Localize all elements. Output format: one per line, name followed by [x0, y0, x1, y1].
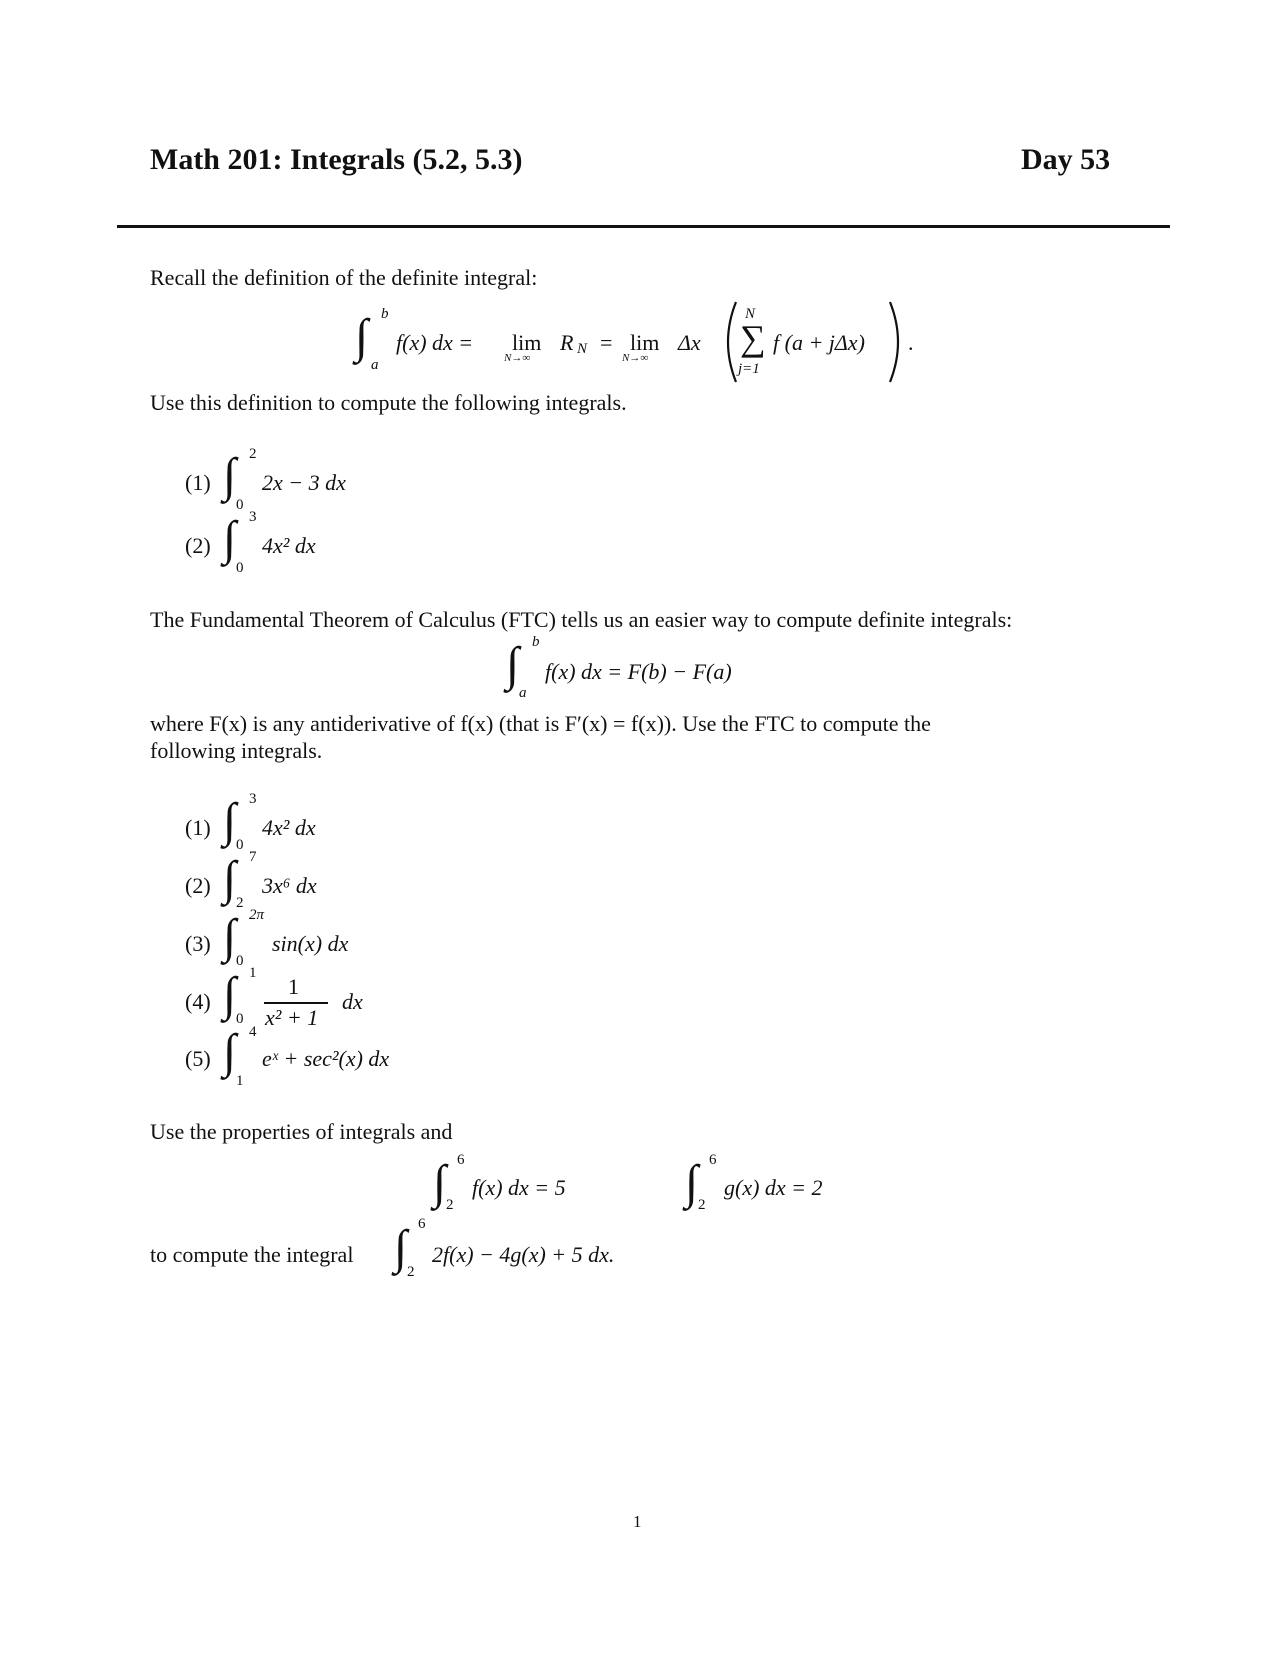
problem-number: (1) [185, 815, 211, 840]
lim-subscript: N→∞ [504, 352, 531, 364]
upper-limit: 7 [249, 849, 257, 865]
ftc-intro-text: The Fundamental Theorem of Calculus (FTC) tells us an easier way to compute definite integrals: [150, 607, 1013, 632]
page-title: Math 201: Integrals (5.2, 5.3) [150, 143, 523, 176]
integral-sign: ∫ [223, 968, 237, 1021]
fraction-denominator: x² + 1 [265, 1005, 319, 1030]
ftc-where-text: where F(x) is any antiderivative of f(x) (that is F′(x) = f(x)). Use the FTC to compute the [150, 711, 931, 736]
integral-sign: ∫ [685, 1156, 699, 1209]
equals-sign: = [600, 330, 613, 355]
integral-sign: ∫ [394, 1221, 408, 1274]
upper-limit: 6 [457, 1152, 465, 1168]
integral-sign: ∫ [223, 449, 237, 502]
integral-sign: ∫ [506, 638, 520, 691]
upper-limit: b [381, 306, 389, 322]
problem-number: (2) [185, 533, 211, 558]
properties-intro-text: Use the properties of integrals and [150, 1119, 453, 1144]
delta-x: Δx [678, 330, 701, 355]
fraction-numerator: 1 [288, 974, 299, 999]
formula-period: . [908, 330, 914, 355]
sum-upper: N [745, 306, 756, 322]
integrand: 3x⁶ dx [262, 873, 317, 898]
integral-sign: ∫ [223, 910, 237, 963]
integrand: f(x) dx = [396, 330, 474, 355]
upper-limit: 1 [249, 965, 257, 981]
lower-limit: 0 [236, 497, 244, 513]
upper-limit: 4 [249, 1024, 257, 1040]
integral-sign: ∫ [433, 1156, 447, 1209]
integrand: eˣ + sec²(x) dx [262, 1046, 390, 1071]
integrand: 2f(x) − 4g(x) + 5 dx. [432, 1242, 615, 1267]
lower-limit: a [519, 685, 527, 701]
upper-limit: 3 [249, 509, 257, 525]
upper-limit: 2π [249, 907, 265, 923]
upper-limit: 6 [709, 1152, 717, 1168]
integral-sign: ∫ [223, 852, 237, 905]
problem-number: (2) [185, 873, 211, 898]
lower-limit: 2 [698, 1197, 706, 1213]
problem-number: (1) [185, 470, 211, 495]
integrand: 4x² dx [262, 533, 316, 558]
integral-sign: ∫ [223, 794, 237, 847]
sigma-icon: ∑ [740, 318, 766, 358]
lower-limit: 1 [236, 1073, 244, 1089]
lower-limit: 2 [236, 895, 244, 911]
right-paren [886, 300, 908, 384]
day-label: Day 53 [1021, 143, 1111, 176]
sum-lower: j=1 [738, 361, 760, 377]
upper-limit: b [532, 634, 540, 650]
integrand-dx: dx [342, 989, 363, 1014]
integrand: g(x) dx = 2 [724, 1175, 823, 1200]
lower-limit: 0 [236, 560, 244, 576]
lower-limit: a [371, 357, 379, 373]
page-number: 1 [633, 1512, 642, 1531]
lower-limit: 0 [236, 953, 244, 969]
integrand: f(x) dx = F(b) − F(a) [545, 659, 732, 684]
problem-number: (5) [185, 1046, 211, 1071]
upper-limit: 3 [249, 791, 257, 807]
lim-subscript: N→∞ [622, 352, 649, 364]
upper-limit: 2 [249, 446, 257, 462]
lower-limit: 0 [236, 837, 244, 853]
riemann-sum-symbol: R [560, 330, 574, 355]
lim-label: lim [630, 330, 660, 355]
left-paren [718, 300, 740, 384]
fraction-bar [264, 1002, 328, 1004]
lim-label: lim [512, 330, 542, 355]
lower-limit: 2 [407, 1264, 415, 1280]
upper-limit: 6 [418, 1216, 426, 1232]
integral-sign: ∫ [223, 512, 237, 565]
riemann-sum-subscript: N [577, 341, 588, 357]
integral-sign: ∫ [355, 310, 369, 363]
integrand: sin(x) dx [272, 931, 349, 956]
integrand: 2x − 3 dx [262, 470, 346, 495]
compute-text: to compute the integral [150, 1242, 354, 1267]
header-rule [117, 225, 1170, 228]
lower-limit: 2 [446, 1197, 454, 1213]
recall-text: Recall the definition of the definite integral: [150, 265, 538, 290]
problem-number: (3) [185, 931, 211, 956]
integrand: f(x) dx = 5 [472, 1175, 566, 1200]
sum-body: f (a + jΔx) [773, 330, 865, 355]
ftc-where-text-cont: following integrals. [150, 738, 323, 763]
integral-sign: ∫ [223, 1025, 237, 1078]
lower-limit: 0 [236, 1011, 244, 1027]
use-definition-text: Use this definition to compute the following integrals. [150, 390, 627, 415]
integrand: 4x² dx [262, 815, 316, 840]
problem-number: (4) [185, 989, 211, 1014]
